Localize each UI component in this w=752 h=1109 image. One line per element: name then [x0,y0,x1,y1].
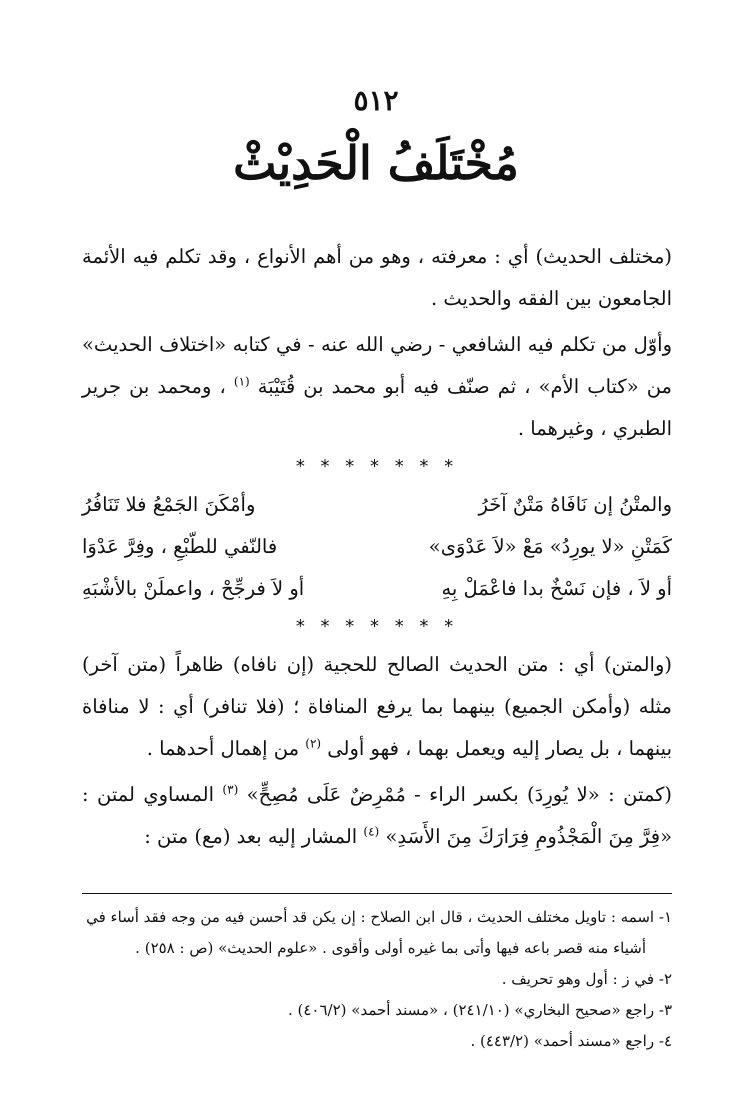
verse-hemistich-left: وأمْكَنَ الجَمْعُ فلا تَنَافُرُ [82,493,256,516]
paragraph-text: وأوّل من تكلم فيه الشافعي - رضي الله عنه - في كتابه «اختلاف الحديث» من «كتاب الأم» ، ثم صنّف فيه أبو محمد بن قُتَيْبَة [82,333,673,398]
verse-hemistich-right: كَمَتْنِ «لا يورِدُ» مَعْ «لاَ عَدْوَى» [428,535,672,558]
paragraph-first-authors [82,324,672,450]
verse-block [82,484,672,610]
separator-stars-top: * * * * * * * [295,456,459,477]
verse-line-1 [82,484,672,526]
page-number: ٥١٢ [353,84,399,117]
verse-line-3 [82,568,672,610]
verse-hemistich-right: أو لاَ ، فإن نَسْخٌ بدا فاعْمَلْ بِهِ [441,577,672,600]
paragraph-example [82,774,672,858]
paragraph-text: (والمتن) أي : متن الحديث الصالح للحجية (إن نافاه) ظاهراً (متن آخر) مثله (وأمكن الجميع) بينهما بما يرفع المنافاة ؛ (فلا تنافر) أي : لا منافاة بينهما ، بل يصار إليه ويعمل بهما ، فهو أولى [82,653,672,760]
footnote-ref-3: (٣) [222,782,239,797]
paragraph-text: المشار إليه بعد (مع) متن : [144,825,358,848]
paragraph-text: ، ومحمد بن جرير الطبري ، وغيرهما . [82,375,672,440]
separator-stars-bottom: * * * * * * * [295,616,459,637]
paragraph-intro: (مختلف الحديث) أي : معرفته ، وهو من أهم الأنواع ، وقد تكلم فيه الأئمة الجامعون بين الفقه والحديث . [82,245,672,310]
page-title: مُخْتَلَفُ الْحَدِيْثْ [233,136,519,190]
paragraph-text: (كمتن : «لا يُورِدَ) بكسر الراء - مُمْرِضٌ عَلَى مُصِحٍّ» [246,783,673,806]
main-text [82,236,672,858]
footnote-2: ٢- في ز : أول وهو تحريف . [501,970,672,988]
paragraph-text: من إهمال أحدهما . [146,737,300,760]
footnote-4: ٤- راجع «مسند أحمد» (٤٤٣/٢) . [470,1032,672,1050]
verse-line-2 [82,526,672,568]
footnote-ref-2: (٢) [305,736,322,751]
footnote-1: ١- اسمه : تاويل مختلف الحديث ، قال ابن الصلاح : إن يكن قد أحسن فيه من وجه فقد أساء في [86,908,672,926]
verse-hemistich-right: والمتْنُ إن نَافَاهُ مَتْنٌ آخَرُ [478,493,672,516]
verse-hemistich-left: فالنّفي للطّبْعِ ، وفِرَّ عَدْوَا [82,535,278,558]
footnote-ref-1: (١) [233,374,250,389]
footnote-ref-4: (٤) [363,824,380,839]
footnote-divider [82,893,672,894]
footnote-3: ٣- راجع «صحيح البخاري» (٢٤١/١٠) ، «مسند أحمد» (٤٠٦/٢) . [287,1001,672,1019]
verse-hemistich-left: أو لاَ فرجِّحْ ، واعملَنْ بالأشْبَهِ [82,577,305,600]
footnote-1-continued: أشياء منه قصر باعه فيها وأتى بما غيره أولى وأقوى . «علوم الحديث» (ص : ٢٥٨) . [135,939,646,957]
paragraph-text: المساوي لمتن : «فِرَّ مِنَ الْمَجْذُومِ فِرَارَكَ مِنَ الأَسَدِ» [82,783,672,848]
footnotes [82,902,672,1057]
paragraph-commentary [82,644,672,770]
